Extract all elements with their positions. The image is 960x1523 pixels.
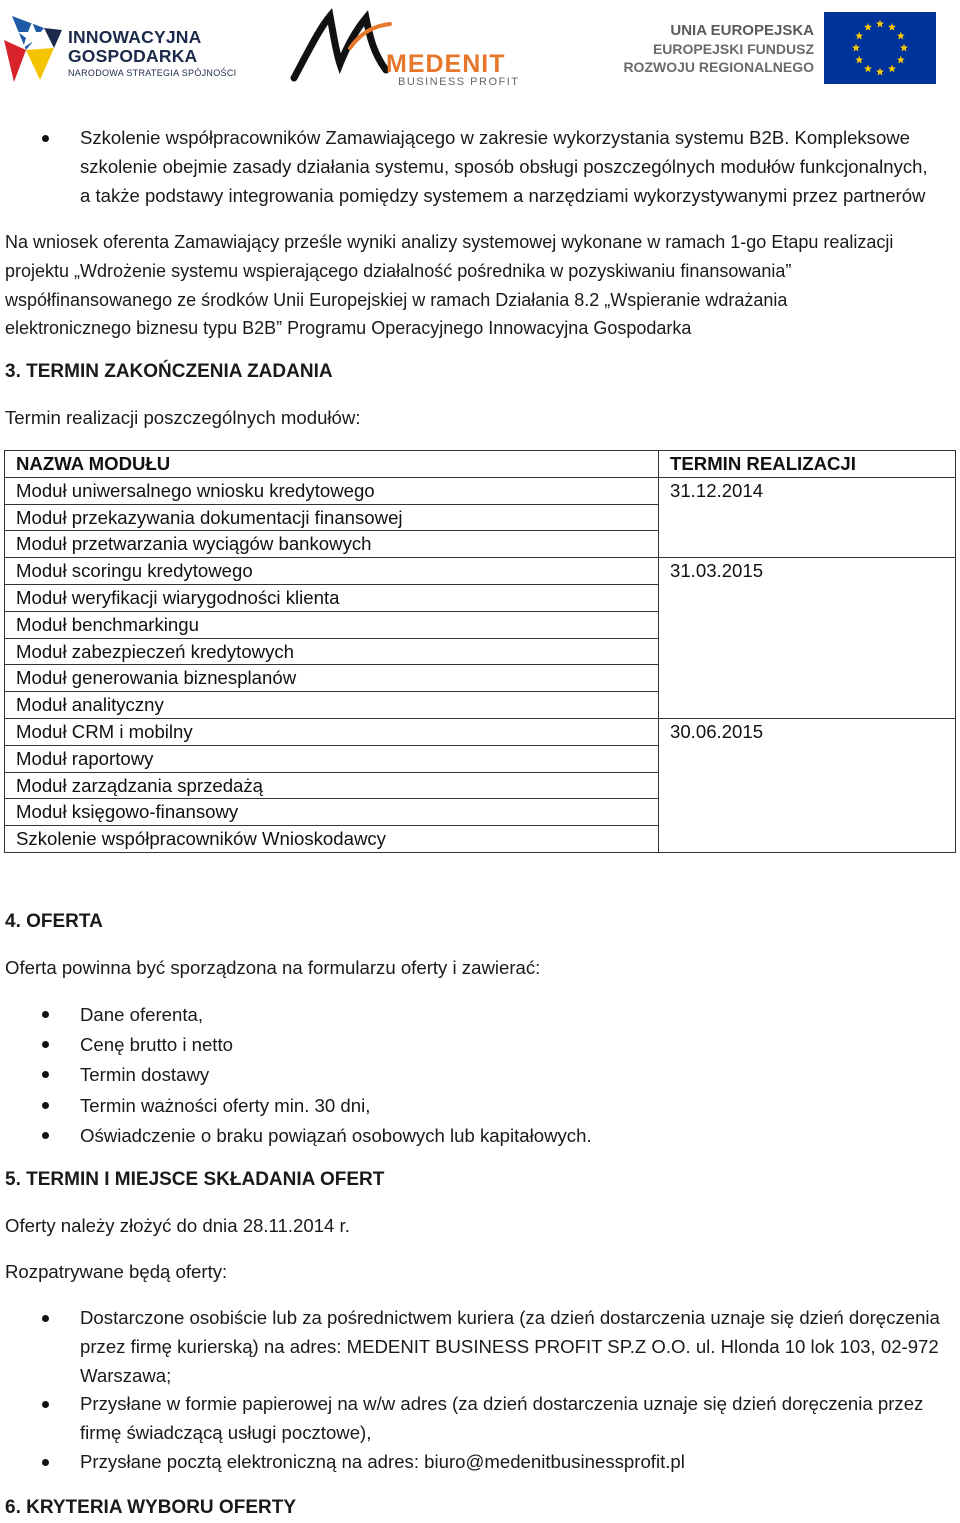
eu-flag-icon (824, 12, 936, 84)
accepted-offers-intro: Rozpatrywane będą oferty: (5, 1261, 228, 1282)
deadline-cell: 30.06.2015 (659, 718, 956, 852)
training-line-2: szkolenie obejmie zasady działania systemu, sposób obsługi poszczególnych modułów funkcjonalnych, (80, 155, 928, 177)
list-item (80, 1304, 958, 1390)
training-bullet-list (80, 124, 960, 210)
modules-table-body (5, 477, 956, 852)
deadline-cell: 31.03.2015 (659, 558, 956, 719)
training-line-3: a także podstawy integrowania pomiędzy systemem a narzędziami wykorzystywanymi przez partnerów (80, 184, 926, 206)
column-header-deadline: TERMIN REALIZACJI (659, 451, 956, 478)
modules-deadline-table (4, 450, 956, 853)
table-row (5, 477, 956, 504)
section-4-heading: 4. OFERTA (5, 911, 103, 932)
delivery-item-1-line-2: przez firmę kurierską) na adres: MEDENIT BUSINESS PROFIT SP.Z O.O. ul. Hlonda 10 lok 103, 02-972 (80, 1335, 939, 1357)
request-line-1: Na wniosek oferenta Zamawiający prześle wyniki analizy systemowej wykonane w ramach 1-go Etapu realizacji (5, 232, 894, 252)
offer-item-text: Oświadczenie o braku powiązań osobowych lub kapitałowych. (80, 1124, 592, 1146)
module-name-cell: Moduł przetwarzania wyciągów bankowych (5, 531, 659, 558)
table-row (5, 558, 956, 585)
medenit-tagline: BUSINESS PROFIT (398, 76, 520, 88)
bullet-icon (42, 1011, 49, 1018)
delivery-item-1-line-3: Warszawa; (80, 1364, 172, 1386)
module-name-cell: Moduł analityczny (5, 692, 659, 719)
section-6-heading: 6. KRYTERIA WYBORU OFERTY (5, 1497, 296, 1518)
ig-emblem-icon (4, 10, 66, 86)
request-paragraph (5, 228, 955, 343)
innowacyjna-gospodarka-logo (4, 10, 244, 86)
module-name-cell: Moduł zabezpieczeń kredytowych (5, 638, 659, 665)
module-name-cell: Szkolenie współpracowników Wnioskodawcy (5, 826, 659, 853)
delivery-item-2-line-1: Przysłane w formie papierowej na w/w adres (za dzień dostarczenia uznaje się dzień doręczenia przez (80, 1393, 924, 1415)
offer-item-text: Cenę brutto i netto (80, 1034, 233, 1056)
list-item (80, 1390, 958, 1448)
eu-line-3: ROZWOJU REGIONALNEGO (623, 59, 814, 75)
offer-contents-list (80, 1000, 940, 1151)
eu-line-1: UNIA EUROPEJSKA (670, 22, 814, 39)
ig-tagline: NARODOWA STRATEGIA SPÓJNOŚCI (68, 68, 237, 78)
list-item (80, 1448, 958, 1477)
bullet-icon (42, 1132, 49, 1139)
request-line-3: współfinansowanego ze środków Unii Europejskiej w ramach Działania 8.2 „Wspieranie wdrażania (5, 289, 788, 310)
ig-line-1: INNOWACYJNA (68, 27, 202, 47)
section-5-heading: 5. TERMIN I MIEJSCE SKŁADANIA OFERT (5, 1169, 385, 1190)
submission-deadline: Oferty należy złożyć do dnia 28.11.2014 r. (5, 1215, 350, 1236)
offer-item-text: Dane oferenta, (80, 1004, 204, 1025)
ig-wordmark (68, 28, 201, 66)
delivery-methods-list (80, 1304, 958, 1477)
list-item (80, 124, 960, 210)
deadline-cell: 31.12.2014 (659, 477, 956, 557)
module-name-cell: Moduł scoringu kredytowego (5, 558, 659, 585)
section-4-intro: Oferta powinna być sporządzona na formularzu oferty i zawierać: (5, 957, 541, 978)
eu-logo (623, 10, 936, 86)
medenit-swoosh-icon (290, 8, 400, 86)
medenit-logo (290, 8, 530, 88)
offer-item-text: Termin ważności oferty min. 30 dni, (80, 1094, 371, 1116)
module-name-cell: Moduł przekazywania dokumentacji finansowej (5, 504, 659, 531)
module-name-cell: Moduł raportowy (5, 745, 659, 772)
module-name-cell: Moduł uniwersalnego wniosku kredytowego (5, 477, 659, 504)
module-name-cell: Moduł benchmarkingu (5, 611, 659, 638)
module-name-cell: Moduł zarządzania sprzedażą (5, 772, 659, 799)
bullet-icon (42, 1315, 49, 1322)
training-line-1: Szkolenie współpracowników Zamawiającego w zakresie wykorzystania systemu B2B. Kompleksowe (80, 127, 910, 148)
section-3-heading: 3. TERMIN ZAKOŃCZENIA ZADANIA (5, 361, 333, 382)
medenit-wordmark: MEDENIT (386, 50, 506, 78)
header-logos (0, 0, 960, 100)
module-name-cell: Moduł księgowo-finansowy (5, 799, 659, 826)
ig-line-2: GOSPODARKA (68, 46, 198, 66)
bullet-icon (42, 135, 49, 142)
list-item (80, 1030, 940, 1060)
bullet-icon (42, 1102, 49, 1109)
table-header-row (5, 451, 956, 478)
request-line-2: projektu „Wdrożenie systemu wspierającego działalność pośrednika w pozyskiwaniu finansowania” (5, 260, 792, 281)
module-name-cell: Moduł generowania biznesplanów (5, 665, 659, 692)
eu-line-2: EUROPEJSKI FUNDUSZ (652, 41, 814, 57)
bullet-icon (42, 1041, 49, 1048)
column-header-module: NAZWA MODUŁU (5, 451, 659, 478)
section-3-intro: Termin realizacji poszczególnych modułów: (5, 407, 361, 428)
eu-wordmark (623, 22, 814, 76)
bullet-icon (42, 1459, 49, 1466)
list-item (80, 1000, 940, 1030)
list-item (80, 1121, 940, 1151)
module-name-cell: Moduł weryfikacji wiarygodności klienta (5, 584, 659, 611)
offer-item-text: Termin dostawy (80, 1064, 210, 1086)
table-row (5, 718, 956, 745)
bullet-icon (42, 1071, 49, 1078)
list-item (80, 1060, 940, 1090)
module-name-cell: Moduł CRM i mobilny (5, 718, 659, 745)
delivery-item-1-line-1: Dostarczone osobiście lub za pośrednictwem kuriera (za dzień dostarczenia uznaje się dzień doręczenia (80, 1307, 940, 1328)
delivery-item-2-line-2: firmę świadczącą usługi pocztowe), (80, 1422, 372, 1444)
bullet-icon (42, 1401, 49, 1408)
delivery-item-3: Przysłane pocztą elektroniczną na adres: biuro@medenitbusinessprofit.pl (80, 1450, 685, 1472)
request-line-4: elektronicznego biznesu typu B2B” Programu Operacyjnego Innowacyjna Gospodarka (5, 318, 692, 339)
list-item (80, 1091, 940, 1121)
